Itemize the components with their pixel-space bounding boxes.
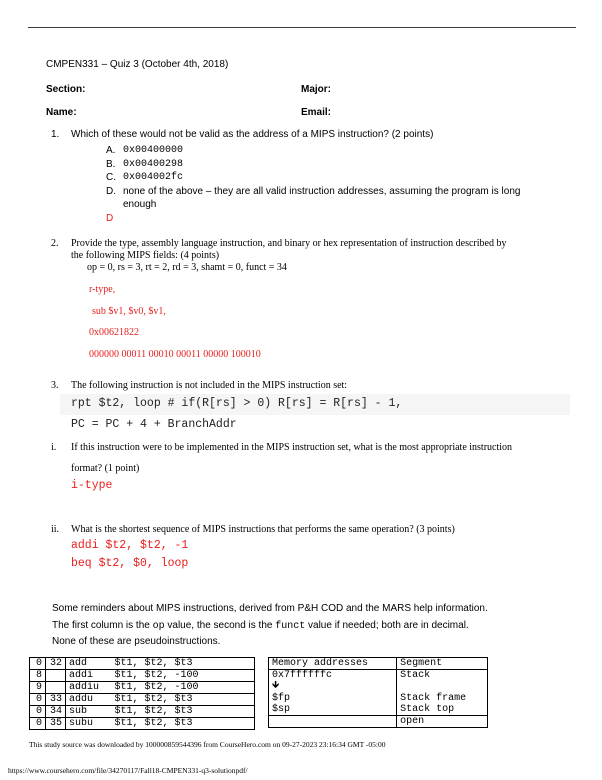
q2-text-line1: Provide the type, assembly language instruction, and binary or hex representation of instruction described by — [71, 238, 507, 249]
email-label: Email: — [301, 107, 332, 118]
top-rule — [28, 27, 576, 28]
q1-option-a: 0x00400000 — [123, 145, 184, 156]
q3-sub-ii-answer-1: addi $t2, $t2, -1 — [71, 539, 189, 552]
q1-answer: D — [106, 213, 114, 224]
q1-option-d-letter: D. — [106, 186, 116, 197]
segment-cell — [397, 681, 488, 693]
q3-sub-i-answer: i-type — [71, 479, 113, 492]
q1-option-d-cont: enough — [123, 199, 157, 210]
table-row — [269, 693, 488, 705]
quiz-title: CMPEN331 – Quiz 3 (October 4th, 2018) — [46, 59, 229, 70]
table-row — [30, 718, 255, 730]
memory-segment-table — [268, 657, 488, 728]
mips-instruction-table — [29, 657, 255, 730]
q1-number: 1. — [51, 129, 60, 140]
q2-number: 2. — [51, 238, 59, 249]
op-cell: 0 — [30, 658, 46, 670]
segment-cell: Stack top — [397, 704, 488, 716]
table-row — [269, 716, 488, 728]
segment-cell: Stack — [397, 670, 488, 682]
q3-text: The following instruction is not included in the MIPS instruction set: — [71, 380, 348, 391]
operands-cell: $t1, $t2, -100 — [112, 682, 255, 694]
mnemonic-cell: add — [66, 658, 112, 670]
funct-cell: 34 — [46, 706, 66, 718]
reminders-op-code: op — [152, 621, 165, 632]
q3-sub-i-line2: format? (1 point) — [71, 463, 140, 474]
q3-code-line2: PC = PC + 4 + BranchAddr — [71, 418, 237, 431]
mnemonic-cell: sub — [66, 706, 112, 718]
q1-option-c-letter: C. — [106, 172, 116, 183]
address-cell — [269, 716, 397, 728]
reminders-line2-b: value, the second is the — [164, 620, 276, 631]
table-row — [30, 706, 255, 718]
reminders-line1: Some reminders about MIPS instructions, derived from P&H COD and the MARS help information. — [52, 603, 488, 614]
operands-cell: $t1, $t2, $t3 — [112, 694, 255, 706]
mnemonic-cell: addi — [66, 670, 112, 682]
operands-cell: $t1, $t2, -100 — [112, 670, 255, 682]
down-arrow-icon: 🡻 — [269, 681, 397, 693]
q3-sub-ii-text: What is the shortest sequence of MIPS instructions that performs the same operation? (3 points) — [71, 524, 455, 535]
funct-cell — [46, 670, 66, 682]
address-cell: $fp — [269, 693, 397, 705]
reminders-funct-code: funct — [275, 621, 306, 632]
op-cell: 0 — [30, 706, 46, 718]
q1-option-a-letter: A. — [106, 145, 116, 156]
table-row — [30, 658, 255, 670]
column-header: Memory addresses — [269, 658, 397, 670]
segment-cell: Stack frame — [397, 693, 488, 705]
reminders-line2-a: The first column is the — [52, 620, 153, 631]
funct-cell — [46, 682, 66, 694]
reminders-line2-c: value if needed; both are in decimal. — [305, 620, 469, 631]
q1-option-d: none of the above – they are all valid instruction addresses, assuming the program is long — [123, 186, 521, 197]
mnemonic-cell: addu — [66, 694, 112, 706]
q1-option-b-letter: B. — [106, 159, 116, 170]
reminders-line3: None of these are pseudoinstructions. — [52, 636, 221, 647]
op-cell: 8 — [30, 670, 46, 682]
operands-cell: $t1, $t2, $t3 — [112, 658, 255, 670]
q2-answer-assembly: sub $v1, $v0, $v1, — [92, 306, 166, 317]
funct-cell: 32 — [46, 658, 66, 670]
address-cell: $sp — [269, 704, 397, 716]
funct-cell: 35 — [46, 718, 66, 730]
table-row — [30, 694, 255, 706]
q1-option-c: 0x004002fc — [123, 172, 184, 183]
q2-answer-hex: 0x00621822 — [89, 327, 139, 338]
q2-answer-type: r-type, — [89, 284, 116, 295]
segment-cell: open — [397, 716, 488, 728]
q3-number: 3. — [51, 380, 59, 391]
op-cell: 9 — [30, 682, 46, 694]
name-label: Name: — [46, 107, 77, 118]
mnemonic-cell: addiu — [66, 682, 112, 694]
operands-cell: $t1, $t2, $t3 — [112, 718, 255, 730]
table-row — [269, 681, 488, 693]
q3-sub-i-number: i. — [51, 442, 57, 453]
section-label: Section: — [46, 84, 86, 95]
address-cell: 0x7ffffffc — [269, 670, 397, 682]
footer-url[interactable]: https://www.coursehero.com/file/34270117/Fall18-CMPEN331-q3-solutionpdf/ — [8, 766, 248, 775]
mnemonic-cell: subu — [66, 718, 112, 730]
q3-sub-ii-answer-2: beq $t2, $0, loop — [71, 557, 189, 570]
q2-text-line2: the following MIPS fields: (4 points) — [71, 250, 220, 261]
table-row — [30, 670, 255, 682]
q3-code-line1: rpt $t2, loop # if(R[rs] > 0) R[rs] = R[rs] - 1, — [71, 397, 403, 410]
q1-option-b: 0x00400298 — [123, 159, 184, 170]
table-row — [269, 704, 488, 716]
footer-source: This study source was downloaded by 100000859544396 from CourseHero.com on 09-27-2023 23:16:34 GMT -05:00 — [29, 740, 386, 749]
table-header-row — [269, 658, 488, 670]
table-row — [269, 670, 488, 682]
major-label: Major: — [301, 84, 331, 95]
funct-cell: 33 — [46, 694, 66, 706]
op-cell: 0 — [30, 718, 46, 730]
q1-text: Which of these would not be valid as the address of a MIPS instruction? (2 points) — [71, 129, 434, 140]
table-row — [30, 682, 255, 694]
op-cell: 0 — [30, 694, 46, 706]
q2-answer-binary: 000000 00011 00010 00011 00000 100010 — [89, 349, 261, 360]
column-header: Segment — [397, 658, 488, 670]
q3-sub-ii-number: ii. — [51, 524, 60, 535]
q3-sub-i-line1: If this instruction were to be implemented in the MIPS instruction set, what is the most appropriate instruction — [71, 442, 513, 453]
operands-cell: $t1, $t2, $t3 — [112, 706, 255, 718]
q2-fields: op = 0, rs = 3, rt = 2, rd = 3, shamt = 0, funct = 34 — [87, 262, 287, 273]
reminders-line2 — [52, 620, 469, 632]
